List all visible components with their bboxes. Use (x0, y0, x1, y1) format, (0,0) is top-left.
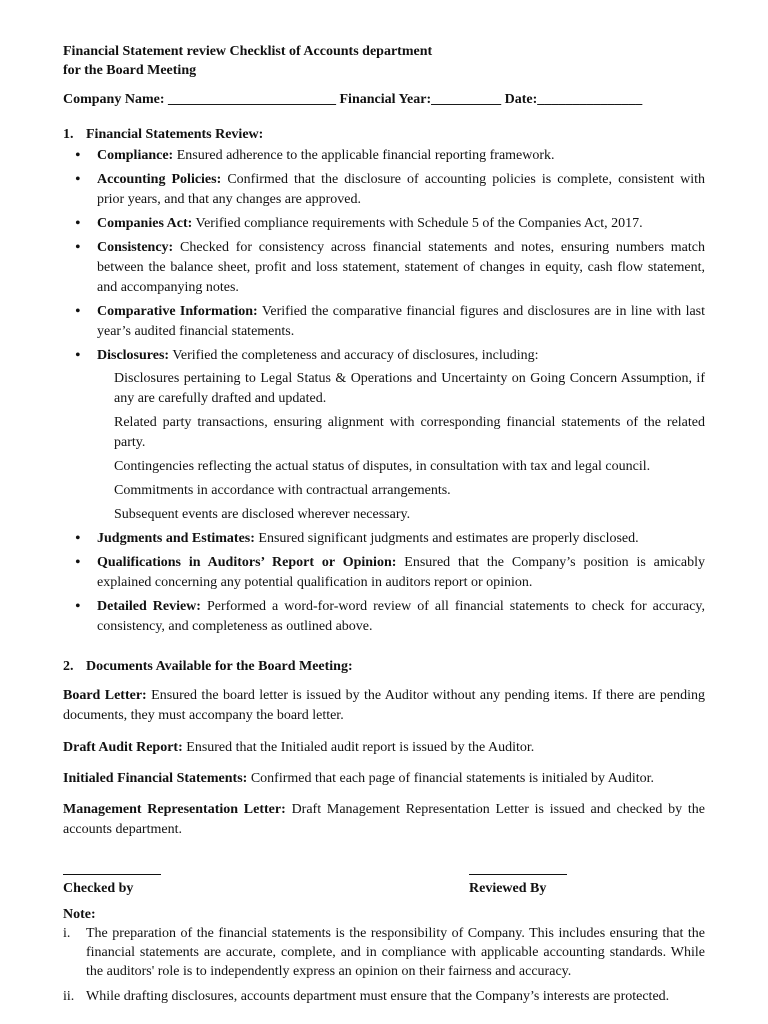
section-2-heading (63, 657, 353, 677)
item-text: Ensured adherence to the applicable financial reporting framework. (176, 148, 555, 163)
signature-line[interactable] (469, 874, 567, 875)
item-text: Draft Management Representation Letter is issued and checked by the accounts department. (63, 802, 706, 837)
item-label: Initialed Financial Statements: (63, 771, 248, 786)
item-text: Ensured significant judgments and estimates are properly disclosed. (258, 531, 639, 546)
item-label: Consistency: (97, 240, 174, 255)
company-name-label: Company Name: (63, 92, 165, 107)
item-label: Compliance: (97, 148, 174, 163)
item-text: Confirmed that each page of financial statements is initialed by Auditor. (250, 771, 655, 786)
checked-by-label: Checked by (63, 881, 134, 896)
item-label: Judgments and Estimates: (97, 531, 255, 546)
sub-item: Related party transactions, ensuring alignment with corresponding financial statements of the related party. (114, 415, 705, 450)
item-text: Verified compliance requirements with Schedule 5 of the Companies Act, 2017. (195, 216, 643, 231)
note-item (63, 924, 705, 981)
financial-year-label: Financial Year: (339, 92, 432, 107)
note-text: The preparation of the financial statements is the responsibility of Company. This includes ensuring that the financial statements are accurate, complete, and in compliance with applicable accounting standards. While the auditors' role is to independently express an opinion on their fairness and accuracy. (86, 926, 705, 979)
list-item (63, 302, 705, 342)
date-label: Date: (504, 92, 538, 107)
item-label: Accounting Policies: (97, 172, 222, 187)
company-name-field[interactable]: ________________________ (168, 92, 336, 107)
item-label: Comparative Information: (97, 304, 258, 319)
item-label: Draft Audit Report: (63, 740, 183, 755)
item-text: Ensured that the Company’s position is amicably explained concerning any potential qualification in auditors report or opinion. (97, 555, 705, 590)
item-text: Checked for consistency across financial statements and notes, ensuring numbers match between the balance sheet, profit and loss statement, statement of changes in equity, cash flow statement, and accompanying notes. (97, 240, 706, 295)
note-text: While drafting disclosures, accounts department must ensure that the Company’s interests are protected. (86, 989, 670, 1004)
note-number: i. (63, 926, 71, 941)
financial-year-field[interactable]: __________ (431, 92, 502, 107)
list-item (63, 597, 705, 637)
item-label: Board Letter: (63, 688, 147, 703)
checked-by-signature (63, 874, 161, 899)
item-text: Ensured the board letter is issued by the Auditor without any pending items. If there are pending documents, they must accompany the board letter. (63, 688, 705, 723)
item-label: Companies Act: (97, 216, 193, 231)
item-text: Verified the comparative financial figures and disclosures are in line with last year’s audited financial statements. (97, 304, 706, 339)
disclosure-subitems (97, 369, 705, 525)
note-item (63, 987, 705, 1006)
list-item-disclosures (63, 346, 705, 525)
sub-item: Contingencies reflecting the actual status of disputes, in consultation with tax and legal council. (114, 459, 651, 474)
list-item (63, 529, 705, 549)
section-2-number: 2. (63, 659, 74, 674)
item-label: Qualifications in Auditors’ Report or Opinion: (97, 555, 397, 570)
item-text: Performed a word-for-word review of all financial statements to check for accuracy, consistency, and completeness as outlined above. (97, 599, 706, 634)
list-item (63, 146, 705, 166)
list-item (63, 214, 705, 234)
section-2-title: Documents Available for the Board Meeting: (86, 659, 353, 674)
sub-item: Subsequent events are disclosed wherever necessary. (114, 507, 411, 522)
item-label: Disclosures: (97, 348, 170, 363)
item-label: Detailed Review: (97, 599, 201, 614)
sub-item: Disclosures pertaining to Legal Status & Operations and Uncertainty on Going Concern Assumption, if any are carefully drafted and updated. (114, 371, 705, 406)
sub-item: Commitments in accordance with contractual arrangements. (114, 483, 451, 498)
document-title (63, 42, 432, 80)
reviewed-by-label: Reviewed By (469, 881, 547, 896)
item-text: Confirmed that the disclosure of accounting policies is complete, consistent with prior years, and that any changes are approved. (97, 172, 705, 207)
date-field[interactable]: _______________ (537, 92, 643, 107)
item-label: Management Representation Letter: (63, 802, 286, 817)
title-line-1: Financial Statement review Checklist of Accounts department (63, 44, 433, 59)
signature-line[interactable] (63, 874, 161, 875)
note-heading: Note: (63, 907, 96, 922)
reviewed-by-signature (469, 874, 567, 899)
doc-item-initialed-statements (63, 769, 705, 789)
doc-item-draft-audit-report (63, 738, 705, 758)
doc-item-board-letter (63, 686, 705, 726)
note-number: ii. (63, 989, 75, 1004)
title-line-2: for the Board Meeting (63, 63, 197, 78)
list-item (63, 170, 705, 210)
list-item (63, 238, 705, 298)
section-1-number: 1. (63, 127, 74, 142)
item-text: Ensured that the Initialed audit report is issued by the Auditor. (186, 740, 535, 755)
doc-item-management-letter (63, 800, 705, 840)
notes-list (63, 924, 705, 1012)
item-text: Verified the completeness and accuracy of disclosures, including: (172, 348, 539, 363)
section-1-title: Financial Statements Review: (86, 127, 264, 142)
section-1-heading (63, 125, 263, 145)
list-item (63, 553, 705, 593)
section-1-list (63, 146, 705, 641)
header-fields (63, 90, 642, 110)
